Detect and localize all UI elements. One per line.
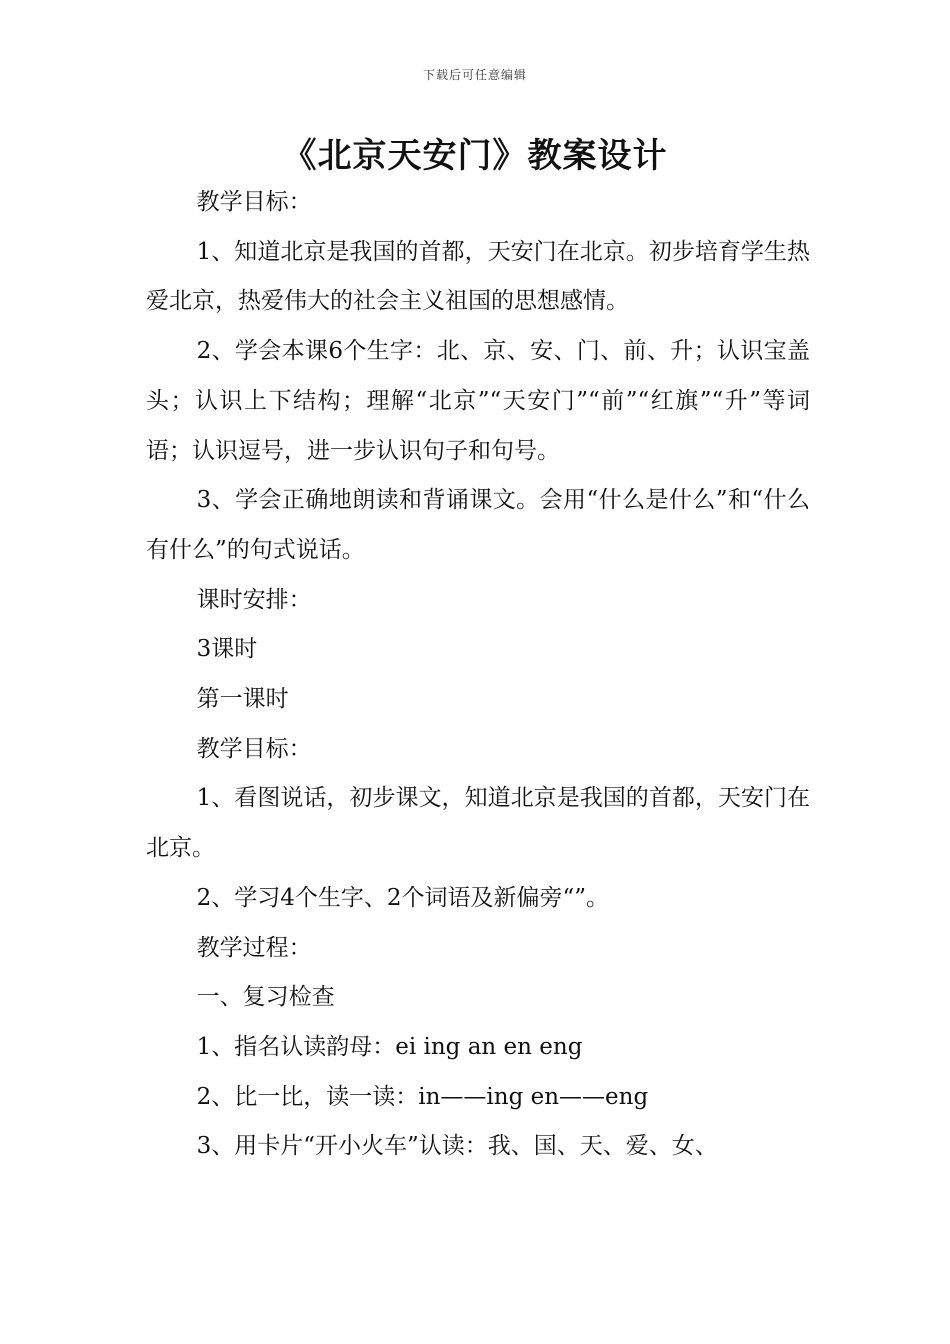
paragraph: 课时安排： <box>196 586 312 613</box>
document-body <box>146 178 810 1172</box>
paragraph: 3课时 <box>196 636 258 663</box>
paragraph: 第一课时 <box>196 686 289 713</box>
paragraph: 2、比一比，读一读：in——ing en——eng <box>196 1083 649 1110</box>
paragraph: 3、学会正确地朗读和背诵课文。会用“什么是什么”和“什么有什么”的句式说话。 <box>146 487 810 563</box>
paragraph: 教学过程： <box>196 934 312 961</box>
paragraph: 一、复习检查 <box>196 984 335 1011</box>
paragraph: 1、知道北京是我国的首都，天安门在北京。初步培育学生热爱北京，热爱伟大的社会主义祖国的思想感情。 <box>146 238 810 315</box>
paragraph: 3、用卡片“开小火车”认读：我、国、天、爱、女、 <box>196 1133 718 1160</box>
paragraph: 1、看图说话，初步课文，知道北京是我国的首都，天安门在北京。 <box>146 785 810 862</box>
header-note: 下载后可任意编辑 <box>422 68 527 82</box>
paragraph: 教学目标： <box>196 735 312 762</box>
paragraph: 1、指名认读韵母：ei ing an en eng <box>196 1033 583 1060</box>
paragraph: 2、学习4个生字、2个词语及新偏旁“”。 <box>196 884 610 911</box>
document-title: 《北京天安门》教案设计 <box>282 136 668 176</box>
paragraph: 2、学会本课6个生字：北、京、安、门、前、升；认识宝盖头；认识上下结构；理解“北京”“天安门”“前”“红旗”“升”等词 语；认识逗号，进一步认识句子和句号。 <box>146 338 810 464</box>
paragraph: 教学目标： <box>196 189 312 215</box>
